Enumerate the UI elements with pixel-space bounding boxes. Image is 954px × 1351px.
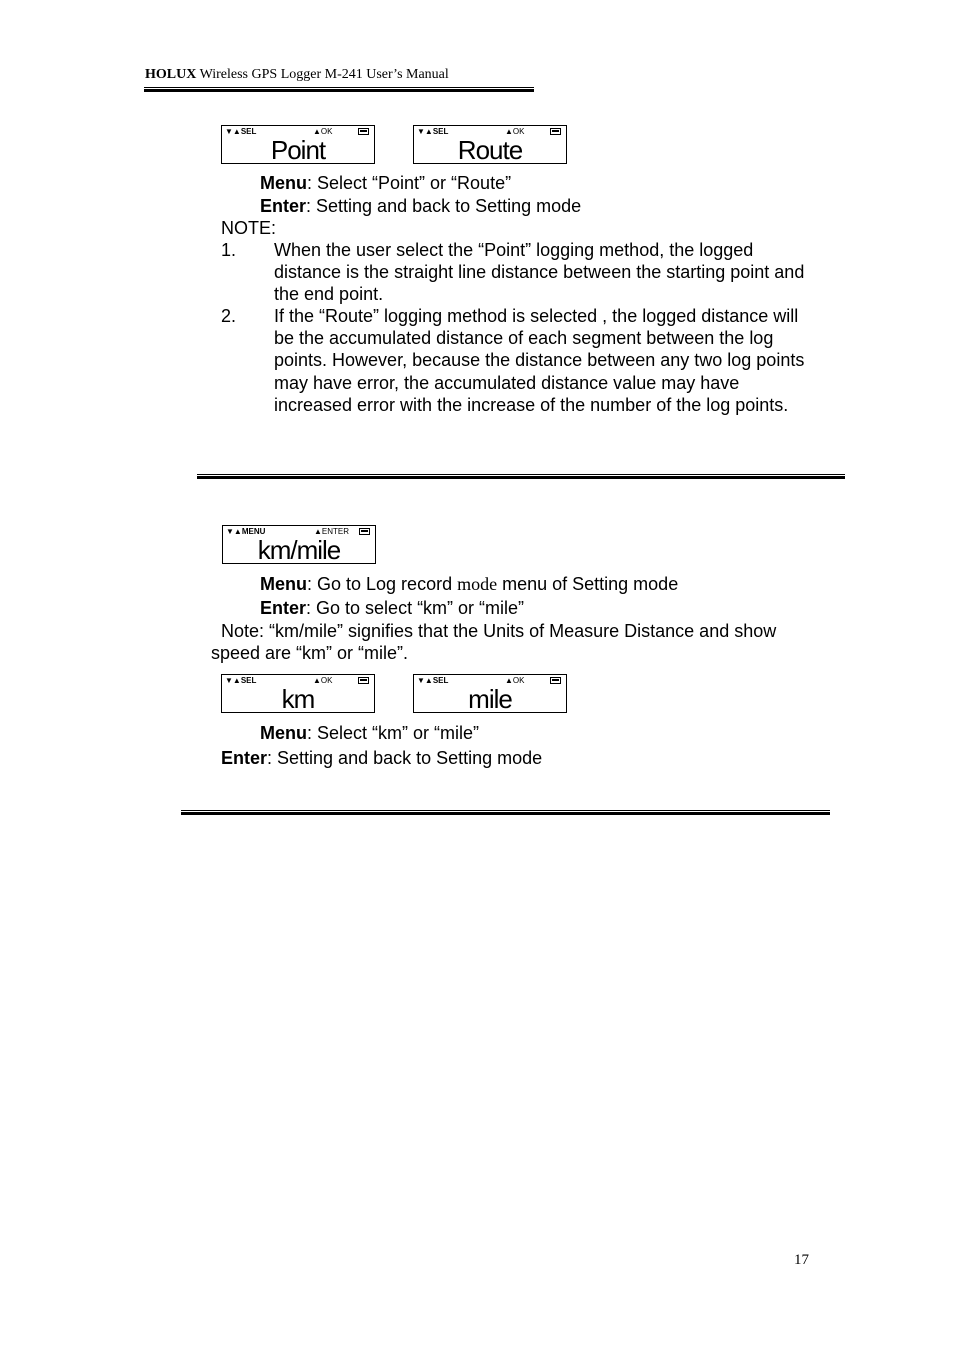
battery-icon [358,128,369,135]
lcd-left-label: ▼▲SEL [417,127,449,136]
note-text: If the “Route” logging method is selected , the logged distance will be the accumulated distance of each segment between the log points. However, because the distance between any two log points may have error, the accumulated distance value may have increased error with the increase of the number of the log points. [274,306,805,415]
menu-instruction-2 [260,722,479,744]
note-text: When the user select the “Point” logging method, the logged distance is the straight line distance between the starting point and the end point. [274,240,805,305]
lcd-left-label: ▼▲MENU [226,527,266,536]
lcd-screen-kmmile [222,525,376,564]
menu-instruction [260,573,678,595]
running-header [145,67,449,83]
menu-instruction-text: : Select “km” or “mile” [307,723,480,743]
note-number: 1. [221,240,237,260]
lcd-screen-route [413,125,567,164]
lcd-mid-label: ▲ENTER [314,527,350,536]
lcd-mid-label: ▲OK [505,676,525,685]
battery-icon [359,528,370,535]
lcd-main-text: km [281,684,315,714]
section-divider [181,810,830,816]
units-note-line1: Note: “km/mile” signifies that the Units of Measure Distance and show [221,621,777,641]
enter-instruction-text: : Setting and back to Setting mode [267,748,543,768]
lcd-mid-label: ▲OK [313,676,333,685]
page-number: 17 [794,1252,809,1268]
note-number: 2. [221,306,237,326]
key-enter: Enter [260,598,307,618]
enter-instruction-text: : Go to select “km” or “mile” [306,598,525,618]
units-note-line2: speed are “km” or “mile”. [211,643,409,663]
key-enter: Enter [221,748,268,768]
key-menu: Menu [260,574,307,594]
lcd-left-label: ▼▲SEL [417,676,449,685]
lcd-left-label: ▼▲SEL [225,127,257,136]
header-rule [144,87,534,93]
menu-instruction-word: mode [457,574,498,594]
lcd-screen-mile [413,674,567,713]
manual-title: Wireless GPS Logger M-241 User’s Manual [196,67,449,82]
key-menu: Menu [260,173,307,193]
enter-instruction [260,195,581,217]
lcd-main-text: Route [457,135,523,165]
enter-instruction-text: : Setting and back to Setting mode [306,196,582,216]
lcd-mid-label: ▲OK [313,127,333,136]
lcd-main-text: mile [468,684,512,714]
key-enter: Enter [260,196,307,216]
lcd-main-text: km/mile [257,535,341,565]
enter-instruction [260,597,524,619]
menu-instruction [260,172,511,194]
brand-name: HOLUX [145,67,197,82]
menu-instruction-text: : Go to Log record [307,574,458,594]
enter-instruction-2 [221,747,542,769]
lcd-mid-label: ▲OK [505,127,525,136]
battery-icon [550,677,561,684]
lcd-left-label: ▼▲SEL [225,676,257,685]
lcd-main-text: Point [270,135,326,165]
lcd-screen-point [221,125,375,164]
menu-instruction-text: : Select “Point” or “Route” [307,173,512,193]
battery-icon [550,128,561,135]
lcd-screen-km [221,674,375,713]
menu-instruction-text-end: menu of Setting mode [497,574,679,594]
section-divider [197,474,845,480]
battery-icon [358,677,369,684]
note-label: NOTE: [221,218,277,238]
key-menu: Menu [260,723,307,743]
